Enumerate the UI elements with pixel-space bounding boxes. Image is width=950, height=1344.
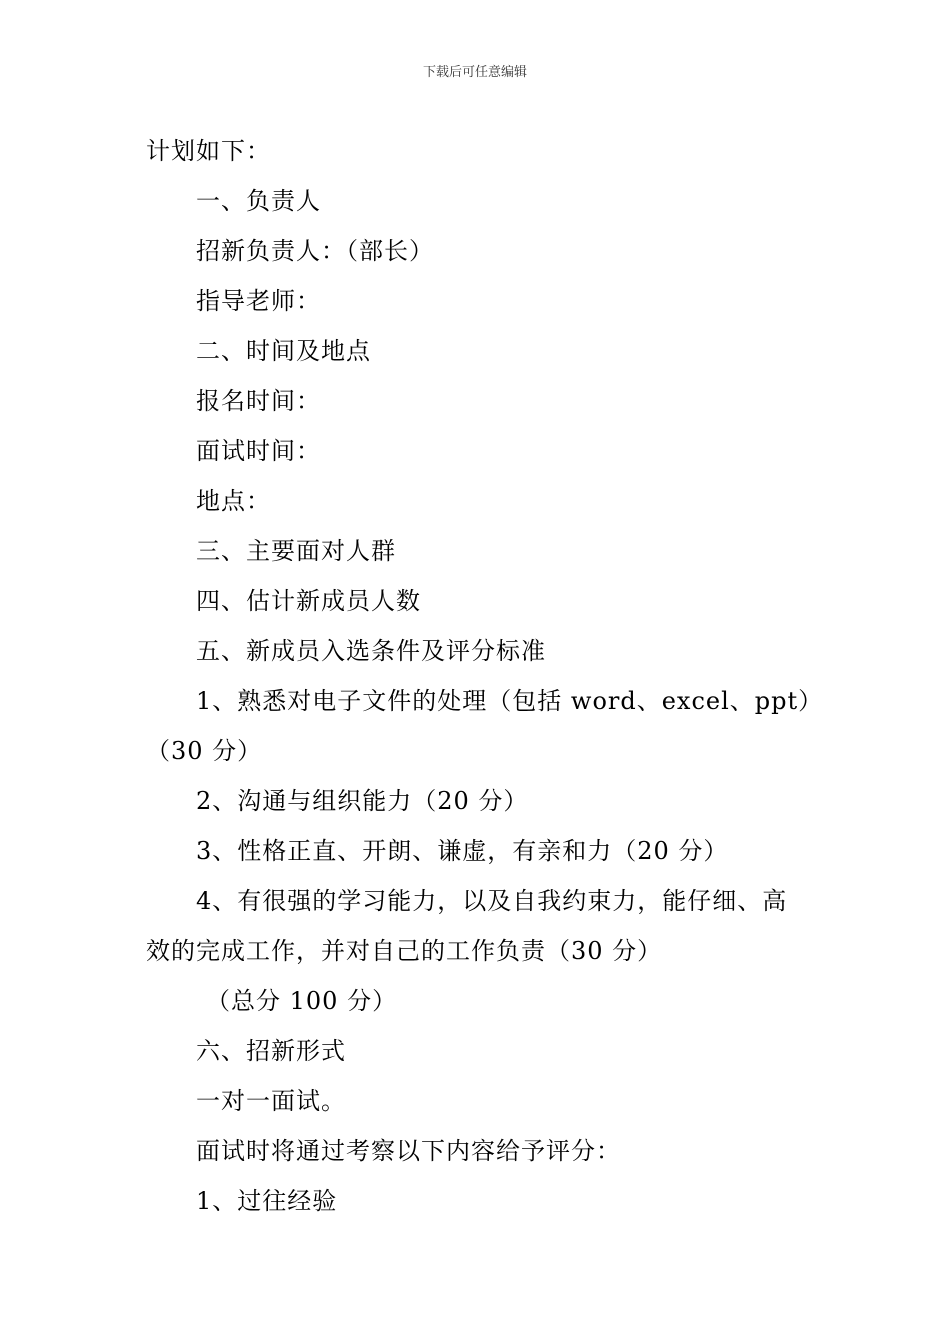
- intro-line: 计划如下：: [146, 137, 271, 165]
- total-score-line: （总分 100 分）: [206, 987, 398, 1015]
- criterion-4-line: 4、有很强的学习能力，以及自我约束力，能仔细、高: [196, 887, 788, 915]
- section-heading-2: 二、时间及地点: [196, 337, 371, 365]
- section-heading-3: 三、主要面对人群: [196, 537, 396, 565]
- criterion-2-line: 2、沟通与组织能力（20 分）: [196, 787, 529, 815]
- interview-format-line: 一对一面试。: [196, 1087, 346, 1115]
- interview-time-line: 面试时间：: [196, 437, 321, 465]
- page-header-note: 下载后可任意编辑: [422, 65, 527, 80]
- criterion-1-continuation: （30 分）: [146, 737, 263, 765]
- location-line: 地点：: [196, 487, 271, 515]
- interview-criteria-intro: 面试时将通过考察以下内容给予评分：: [196, 1137, 621, 1165]
- criterion-4-continuation: 效的完成工作，并对自己的工作负责（30 分）: [146, 937, 663, 965]
- recruit-leader-line: 招新负责人：（部长）: [196, 237, 434, 265]
- section-heading-5: 五、新成员入选条件及评分标准: [196, 637, 546, 665]
- document-body: [146, 126, 826, 1226]
- criteria-item-1: 1、过往经验: [196, 1187, 338, 1215]
- advisor-line: 指导老师：: [196, 287, 321, 315]
- criterion-3-line: 3、性格正直、开朗、谦虚，有亲和力（20 分）: [196, 837, 729, 865]
- section-heading-1: 一、负责人: [196, 187, 321, 215]
- section-heading-4: 四、估计新成员人数: [196, 587, 421, 615]
- signup-time-line: 报名时间：: [196, 387, 321, 415]
- section-heading-6: 六、招新形式: [196, 1037, 346, 1065]
- criterion-1-line: 1、熟悉对电子文件的处理（包括 word、excel、ppt）: [196, 687, 824, 715]
